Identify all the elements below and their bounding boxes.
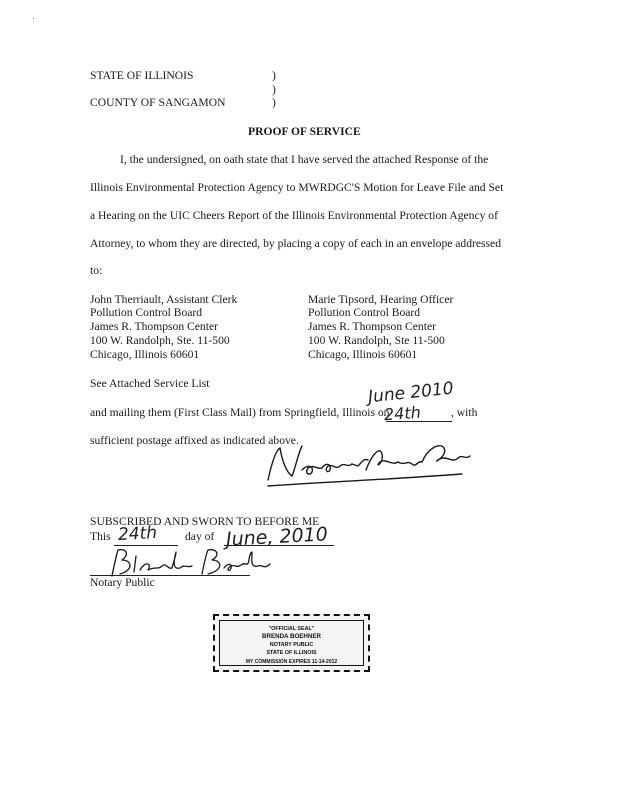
address-line: Marie Tipsord, Hearing Officer bbox=[308, 293, 454, 306]
mailing-statement-end: , with bbox=[451, 406, 478, 419]
service-list-note: See Attached Service List bbox=[90, 377, 210, 390]
caption-paren: ) bbox=[272, 96, 276, 109]
seal-line: NOTARY PUBLIC bbox=[269, 642, 314, 648]
body-line: to: bbox=[90, 264, 103, 277]
mailing-statement: and mailing them (First Class Mail) from Springfield, Illinois on bbox=[90, 406, 390, 419]
seal-border bbox=[219, 620, 364, 666]
caption-paren: ) bbox=[272, 83, 276, 96]
county-caption: COUNTY OF SANGAMON bbox=[90, 96, 226, 109]
seal-line: BRENDA BOEHNER bbox=[262, 633, 321, 640]
scan-speck bbox=[33, 18, 34, 19]
jurat-heading: SUBSCRIBED AND SWORN TO BEFORE ME bbox=[90, 515, 320, 528]
seal-line: MY COMMISSION EXPIRES 11-14-2012 bbox=[245, 659, 338, 665]
state-caption: STATE OF ILLINOIS bbox=[90, 69, 194, 82]
caption-paren: ) bbox=[272, 69, 276, 82]
body-line: a Hearing on the UIC Cheers Report of the Illinois Environmental Protection Agency of bbox=[90, 209, 498, 222]
address-line: 100 W. Randolph, Ste 11-500 bbox=[308, 334, 445, 347]
seal-line: STATE OF ILLINOIS bbox=[266, 650, 317, 656]
address-line: James R. Thompson Center bbox=[308, 320, 436, 333]
handwritten-date-day: 24th bbox=[383, 402, 422, 425]
address-line: James R. Thompson Center bbox=[90, 320, 218, 333]
address-line: Pollution Control Board bbox=[308, 306, 421, 319]
handwritten-jurat-day: 24th bbox=[117, 522, 158, 546]
address-line: John Therriault, Assistant Clerk bbox=[90, 293, 238, 306]
document-title: PROOF OF SERVICE bbox=[248, 125, 361, 138]
body-line: Illinois Environmental Protection Agency to MWRDGC'S Motion for Leave File and Set bbox=[90, 181, 504, 194]
handwritten-jurat-month-year: June, 2010 bbox=[225, 523, 329, 551]
seal-line: "OFFICIAL SEAL" bbox=[268, 626, 315, 632]
address-line: 100 W. Randolph, Ste. 11-500 bbox=[90, 334, 230, 347]
postage-statement: sufficient postage affixed as indicated above. bbox=[90, 434, 299, 447]
address-line: Chicago, Illinois 60601 bbox=[308, 348, 418, 361]
body-line: I, the undersigned, on oath state that I have served the attached Response of the bbox=[120, 153, 489, 166]
jurat-this: This bbox=[90, 530, 111, 543]
official-seal-stamp bbox=[213, 614, 370, 672]
jurat-day-of: day of bbox=[185, 530, 215, 543]
handwritten-date-month-year: June 2010 bbox=[367, 378, 455, 408]
body-line: Attorney, to whom they are directed, by placing a copy of each in an envelope addressed bbox=[90, 237, 501, 250]
notary-public-label: Notary Public bbox=[90, 576, 155, 589]
affiant-signature bbox=[262, 440, 472, 490]
address-line: Chicago, Illinois 60601 bbox=[90, 348, 200, 361]
address-line: Pollution Control Board bbox=[90, 306, 203, 319]
